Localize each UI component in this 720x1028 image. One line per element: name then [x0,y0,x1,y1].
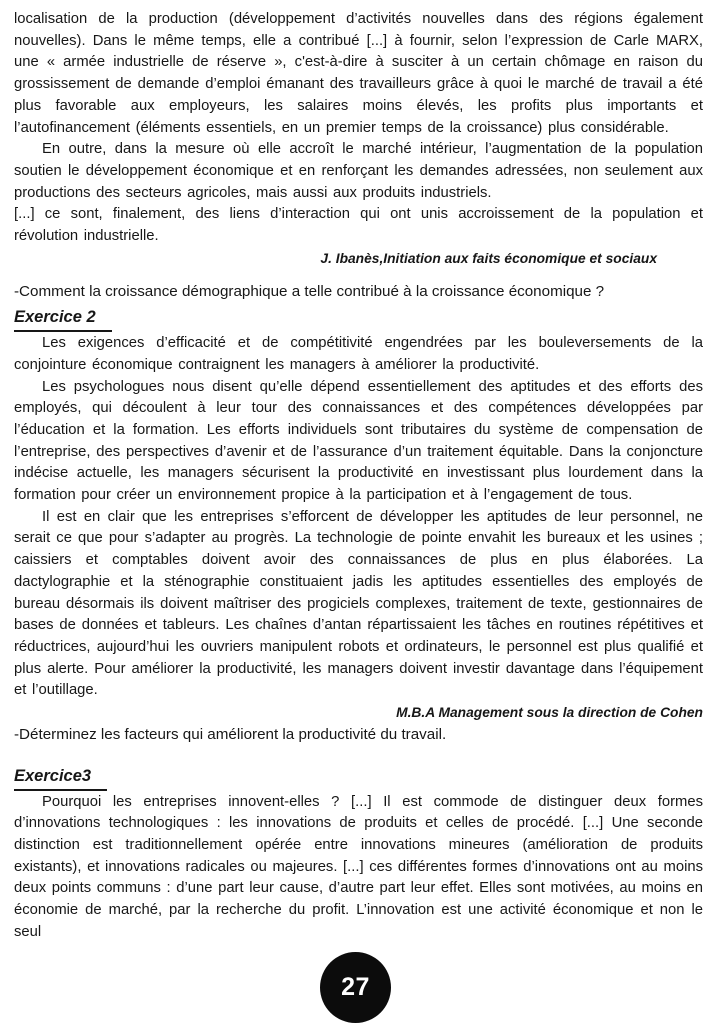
attribution-author: J. Ibanès, [320,250,384,266]
exercice2-heading [14,306,703,332]
text-column [14,9,703,943]
paragraph-entreprises-aptitudes: Il est en clair que les entreprises s’efforcent de développer les aptitudes de leur personnel, ne serait ce que pour s’adapter au progrès. La technologie de pointe envahit les bureaux et les usines ; caissiers et comptables doivent avoir des connaissances de plus en plus élaborées. La dactylographie et la sténographie constituaient jadis les aptitudes essentielles des employés de bureau désormais ils doivent maîtriser des progiciels complexes, traitement de texte, gestionnaires de bases de données et tableurs. Les chaînes d’antan répartissaient les tâches en routines répétitives et réductrices, aujourd’hui les ouvriers manipulent robots et ordinateurs, le personnel est plus qualifié et plus alerte. Pour améliorer la productivité, les managers doivent investir davantage dans l’équipement et l’outillage. [14,508,703,699]
question-croissance-demographique: -Comment la croissance démographique a telle contribué à la croissance économique ? [14,283,605,301]
page-number-badge [320,952,391,1023]
paragraph-localisation: localisation de la production (développement d’activités nouvelles dans des régions également nouvelles). Dans le même temps, elle a contribué [...] à fournir, selon l’expression de Carle MARX, une « armée industrielle de réserve », c'est-à-dire à susciter à un certain chômage en raison du grossissement de demande d’emploi émanant des travailleurs grâce à quoi le marché de travail a été plus favorable aux employeurs, les salaires moins élevés, les profits plus importants et l’autofinancement (éléments essentiels, en un premier temps de la croissance) plus considérable. [14,11,703,136]
paragraph-psychologues: Les psychologues nous disent qu’elle dépend essentiellement des aptitudes et des efforts des employés, qui découlent à leur tour des connaissances et des compétences développées par l’éducation et la formation. Les efforts individuels sont tributaires du système de compensation de l’entreprise, des perspectives d’avenir et de l’assurance d’un traitement équitable. Dans la conjoncture indécise actuelle, les managers sécurisent la productivité en investissant plus lourdement dans la formation pour créer un environnement propice à la participation et à l’engagement de tous. [14,378,703,504]
page-number: 27 [341,973,370,1001]
paragraph-innovations: Pourquoi les entreprises innovent-elles ? [...] Il est commode de distinguer deux formes d’innovations technologiques : les innovations de produits et celles de procédé. [...] Une seconde distinction est traditionnellement opérée entre innovations mineures (amélioration de produits existants), et innovations radicales ou majeures. [...] ces différentes formes d’innovations ont au moins deux points communs : d’une part leur cause, d’autre part leur effet. Elles sont motivées, au moins en économie de marché, par la recherche du profit. L’innovation est une activité économique et non le seul [14,793,703,940]
exercice3-heading [14,765,703,791]
paragraph-en-outre: En outre, dans la mesure où elle accroît le marché intérieur, l’augmentation de la population soutien le développement économique et en renforçant les demandes adressées, non seulement aux productions des secteurs agricoles, mais aussi aux produits industriels. [14,141,703,201]
paragraph-ce-sont: [...] ce sont, finalement, des liens d’interaction qui ont unis accroissement de la population et révolution industrielle. [14,206,703,245]
source-attribution-mba-cohen: M.B.A Management sous la direction de Cohen [396,705,703,721]
paragraph-exigences: Les exigences d’efficacité et de compétitivité engendrées par les bouleversements de la conjointure économique contraignent les managers à améliorer la productivité. [14,335,703,373]
attribution-work-title: Initiation aux faits économique et sociaux [383,250,657,266]
exercice2-title: Exercice 2 [14,306,112,332]
source-attribution-ibanes [14,248,703,270]
question-facteurs-productivite: -Déterminez les facteurs qui améliorent la productivité du travail. [14,725,447,743]
exercice3-title: Exercice3 [14,765,107,791]
